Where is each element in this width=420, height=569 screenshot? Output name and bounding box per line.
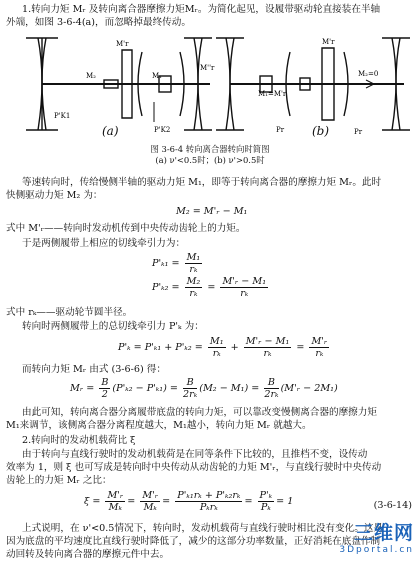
watermark-brand: 三维网: [353, 522, 414, 544]
paragraph: 于是两侧履带上相应的切线牵引力为：: [22, 238, 186, 249]
svg-text:M'r: M'r: [116, 40, 129, 48]
equation-number: (3-6-14): [373, 500, 412, 511]
svg-text:Pr: Pr: [354, 128, 363, 136]
section-1-heading: 1.转向力矩 Mᵣ 及转向离合器摩擦力矩Mᵣ。为简化起见，设履带驱动轮直接装在半轴: [22, 4, 381, 15]
paragraph: 上式说明，在 ν'<0.5情况下，转向时，发动机载荷与直线行驶时相比没有变化。这是: [22, 523, 384, 534]
svg-text:M₁: M₁: [152, 72, 162, 80]
svg-text:Pr: Pr: [276, 126, 285, 134]
where-note: 式中 rₖ——驱动轮节圆半径。: [6, 307, 133, 318]
paragraph: M₁来调节，该侧离合器分离程度越大，M₁越小，转向力矩 Mᵣ 就越大。: [6, 420, 312, 431]
paragraph: 因为底盘的平均速度比直线行驶时降低了，减少的这部分功率数量，正好消耗在底盘作制: [6, 536, 381, 547]
paragraph: 动回转及转向离合器的摩擦元件中去。: [6, 549, 170, 560]
paragraph: 齿轮上的力矩 Mᵣ 之比：: [6, 475, 112, 486]
paragraph: 转向时两侧履带上的总切线牵引力 P'ₖ 为：: [22, 321, 204, 332]
svg-text:M₁=M'r: M₁=M'r: [258, 90, 287, 98]
equation-xi: ξ = $\frac{\text{M'ᵣ}}{\text{Mₖ}}$ = $\frac{\text{M'ᵣ}}{\text{Mₖ}}$ = $\frac{\text{P'ₖ₁rₖ + P'ₖ₂rₖ}}{\text{Pₖrₖ}}$ = $\frac{\text{P'ₖ}}{\text{Pₖ}}$ = 1: [84, 490, 294, 513]
equation-pk: P'ₖ = P'ₖ₁ + P'ₖ₂ = $\frac{\text{M₁}}{\text{rₖ}}$ + $\frac{\text{M'ᵣ − M₁}}{\text{rₖ}}$ = $\frac{\text{M'ᵣ}}{\text{rₖ}}$: [118, 336, 328, 359]
diagram-label-a: (a): [102, 124, 119, 138]
paragraph: 快侧驱动力矩 M₂ 为：: [6, 190, 103, 201]
svg-text:P'K2: P'K2: [154, 126, 171, 134]
svg-text:M''r: M''r: [200, 64, 215, 72]
paragraph: 由此可知，转向离合器分离履带底盘的转向力矩，可以靠改变慢侧离合器的摩擦力矩: [22, 407, 377, 418]
equation-pk1: P'ₖ₁ = $\frac{\text{M₁}}{\text{rₖ}}$: [152, 252, 201, 275]
svg-text:M₂: M₂: [86, 72, 96, 80]
paragraph: 而转向力矩 Mᵣ 由式 (3-6-6) 得：: [22, 364, 166, 375]
watermark: [339, 518, 414, 555]
equation-pk2: P'ₖ₂ = $\frac{\text{M₂}}{\text{rₖ}}$ = $\frac{\text{M'ᵣ − M₁}}{\text{rₖ}}$: [152, 276, 267, 299]
paragraph: 等速转向时，传给慢侧半轴的驱动力矩 M₁，即等于转向离合器的摩擦力矩 Mᵣ。此时: [22, 177, 382, 188]
diagram-tag: P'K1: [54, 112, 71, 120]
paragraph: 效率为 1，则 ξ 也可写成是转向时中央传动从动齿轮的力矩 M'ᵣ，与直线行驶时中央传动: [6, 462, 382, 473]
svg-text:M₂=0: M₂=0: [358, 70, 379, 78]
figure-caption-sub: (a) ν'<0.5时；(b) ν'>0.5时: [155, 155, 265, 165]
steering-diagram: [4, 30, 416, 142]
svg-text:M'r: M'r: [322, 38, 335, 46]
diagram-label-b: (b): [312, 124, 330, 138]
paragraph: 由于转向与直线行驶时的发动机载荷是在同等条件下比较的，且推档不变，设传动: [22, 449, 368, 460]
section-1-line2: 外端，如图 3-6-4(a)，而忽略掉最终传动。: [6, 17, 191, 28]
equation-m2: M₂ = M'ᵣ − M₁: [176, 206, 248, 217]
equation-mr: Mᵣ = $\frac{B}{2}$ (P'ₖ₂ − P'ₖ₁) = $\frac{B}{\text{2rₖ}}$ (M₂ − M₁) = $\frac{B}{\text{2rₖ}}$ (M'ᵣ − 2M₁): [70, 377, 338, 400]
watermark-url: 3Dportal.cn: [339, 545, 414, 555]
section-2-heading: 2.转向时的发动机载荷比 ξ: [22, 435, 136, 446]
where-note: 式中 M'ᵣ——转向时发动机传到中央传动齿轮上的力矩。: [6, 223, 246, 234]
figure-caption: 图 3-6-4 转向离合器转向时简图: [150, 144, 270, 154]
